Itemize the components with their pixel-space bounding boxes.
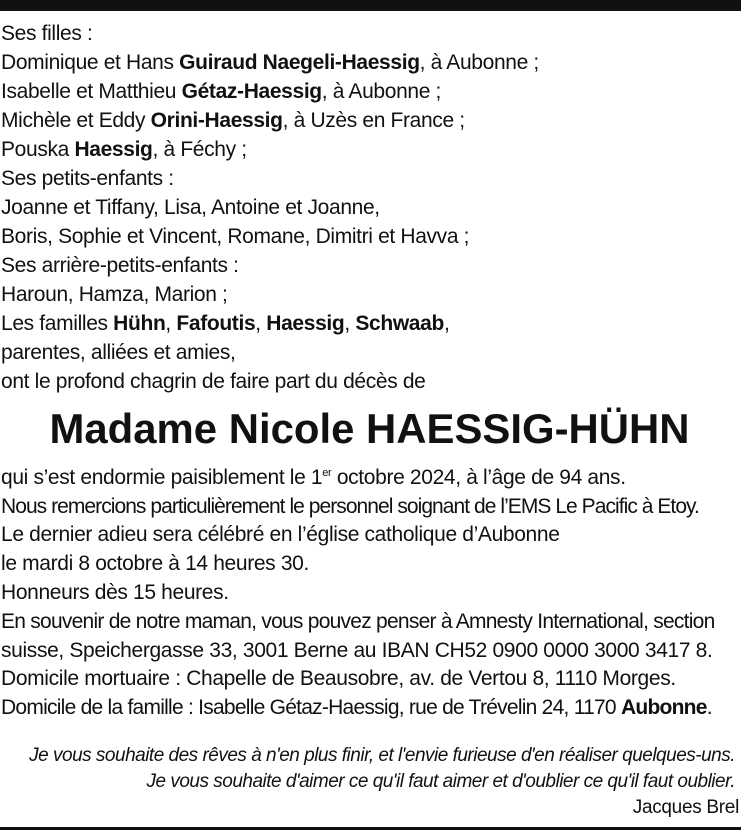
daughter-1-place: , à Aubonne ; xyxy=(419,51,539,74)
great-grandchildren-heading: Ses arrière-petits-enfants : xyxy=(1,254,239,277)
families-line xyxy=(1,309,449,338)
family-home-town: Aubonne xyxy=(620,696,707,719)
quote-author: Jacques Brel xyxy=(632,797,739,818)
family-huhn: Hühn xyxy=(113,312,166,335)
mortuary-line: Domicile mortuaire : Chapelle de Beausobre, av. de Vertou 8, 1110 Morges. xyxy=(1,667,676,690)
top-border-rule xyxy=(0,0,741,11)
daughter-2-surname: Gétaz-Haessig xyxy=(181,80,322,103)
daughter-4-place: , à Féchy ; xyxy=(152,138,247,161)
family-home-line xyxy=(1,693,712,722)
bottom-border-rule xyxy=(0,827,741,830)
family-home-end: . xyxy=(706,696,712,719)
death-date-text: qui s’est endormie paisiblement le 1 xyxy=(1,466,323,489)
deceased-name: Madame Nicole HAESSIG-HÜHN xyxy=(49,405,690,452)
thanks-line: Nous remercions particulièrement le personnel soignant de l’EMS Le Pacific à Etoy. xyxy=(1,495,699,518)
grandchildren-heading: Ses petits-enfants : xyxy=(1,167,174,190)
announcement-line: ont le profond chagrin de faire part du décès de xyxy=(1,370,426,393)
families-end: , xyxy=(443,312,450,335)
families-separator-2: , xyxy=(255,312,267,335)
grandchildren-line-1: Joanne et Tiffany, Lisa, Antoine et Joanne, xyxy=(1,196,380,219)
honours-line: Honneurs dès 15 heures. xyxy=(1,581,229,604)
families-separator-3: , xyxy=(344,312,356,335)
daughter-3-place: , à Uzès en France ; xyxy=(282,109,465,132)
daughter-entry-2 xyxy=(1,77,441,106)
daughter-1-surname: Guiraud Naegeli-Haessig xyxy=(179,51,420,74)
daughter-entry-4 xyxy=(1,135,247,164)
daughter-4-surname: Haessig xyxy=(74,138,153,161)
ceremony-line-2: le mardi 8 octobre à 14 heures 30. xyxy=(1,552,309,575)
daughter-1-names: Dominique et Hans xyxy=(1,51,180,74)
daughter-2-place: , à Aubonne ; xyxy=(321,80,442,103)
daughter-entry-3 xyxy=(1,106,465,135)
death-date-line xyxy=(1,463,626,492)
ordinal-suffix: er xyxy=(322,467,332,479)
families-intro: Les familles xyxy=(1,312,114,335)
daughter-3-names: Michèle et Eddy xyxy=(1,109,151,132)
daughter-entry-1 xyxy=(1,48,539,77)
donation-line-1: En souvenir de notre maman, vous pouvez penser à Amnesty International, section xyxy=(1,610,715,633)
relatives-line: parentes, alliées et amies, xyxy=(1,341,236,364)
ceremony-line-1: Le dernier adieu sera célébré en l’église catholique d’Aubonne xyxy=(1,523,560,546)
family-home-address: Domicile de la famille : Isabelle Gétaz-Haessig, rue de Trévelin 24, 1170 xyxy=(1,696,621,719)
quote-line-2: Je vous souhaite d'aimer ce qu'il faut aimer et d'oublier ce qu'il faut oublier. xyxy=(146,771,735,792)
daughters-heading: Ses filles : xyxy=(1,22,93,45)
daughter-3-surname: Orini-Haessig xyxy=(150,109,283,132)
grandchildren-line-2: Boris, Sophie et Vincent, Romane, Dimitri et Havva ; xyxy=(1,225,470,248)
families-separator-1: , xyxy=(165,312,177,335)
donation-line-2: suisse, Speichergasse 33, 3001 Berne au IBAN CH52 0900 0000 3000 3417 8. xyxy=(1,639,713,662)
great-grandchildren-line: Haroun, Hamza, Marion ; xyxy=(1,283,228,306)
family-schwaab: Schwaab xyxy=(355,312,444,335)
quote-line-1: Je vous souhaite des rêves à n'en plus finir, et l'envie furieuse d'en réaliser quelques-uns. xyxy=(29,745,735,766)
family-haessig: Haessig xyxy=(266,312,345,335)
death-date-rest: octobre 2024, à l’âge de 94 ans. xyxy=(331,466,626,489)
daughter-2-names: Isabelle et Matthieu xyxy=(1,80,182,103)
family-fafoutis: Fafoutis xyxy=(176,312,256,335)
daughter-4-names: Pouska xyxy=(1,138,75,161)
